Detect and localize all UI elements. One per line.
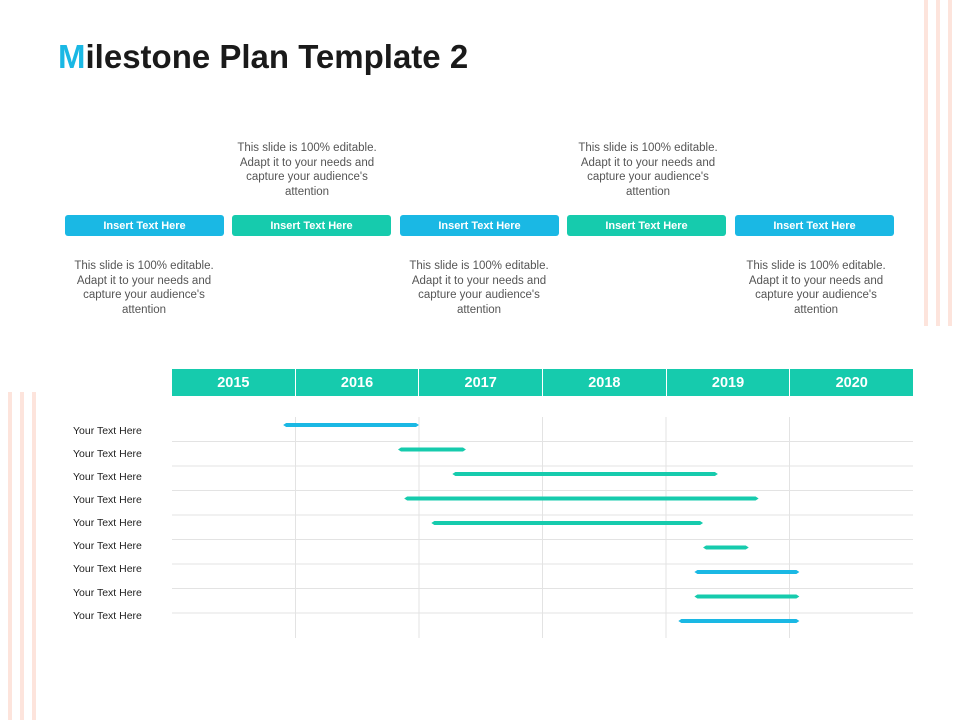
milestone-note-1: This slide is 100% editable. Adapt it to your needs and capture your audience's attention	[74, 260, 214, 316]
task-bar-6	[703, 546, 749, 550]
task-label-8: Your Text Here	[73, 587, 142, 599]
task-bar-5	[431, 521, 703, 525]
year-cell: 2017	[418, 369, 542, 396]
task-bar-9	[678, 619, 799, 623]
task-bar-8	[694, 595, 799, 599]
milestone-note-2: This slide is 100% editable. Adapt it to your needs and capture your audience's attention	[237, 142, 377, 198]
milestone-label-2: Insert Text Here	[232, 215, 391, 236]
task-label-4: Your Text Here	[73, 494, 142, 506]
year-cell: 2020	[789, 369, 913, 396]
year-cell: 2018	[542, 369, 666, 396]
task-bar-2	[398, 448, 466, 452]
year-cell: 2019	[666, 369, 790, 396]
task-label-9: Your Text Here	[73, 610, 142, 622]
milestone-note-5: This slide is 100% editable. Adapt it to your needs and capture your audience's attention	[746, 260, 886, 316]
task-label-2: Your Text Here	[73, 448, 142, 460]
task-bar-7	[694, 570, 799, 574]
task-label-3: Your Text Here	[73, 471, 142, 483]
year-cell: 2016	[295, 369, 419, 396]
milestone-label-4: Insert Text Here	[567, 215, 726, 236]
title-accent-letter: M	[58, 38, 86, 75]
task-bar-3	[452, 472, 718, 476]
task-bar-1	[283, 423, 419, 427]
milestone-note-3: This slide is 100% editable. Adapt it to your needs and capture your audience's attention	[409, 260, 549, 316]
task-label-5: Your Text Here	[73, 517, 142, 529]
task-label-7: Your Text Here	[73, 563, 142, 575]
title-text: ilestone Plan Template 2	[85, 38, 469, 75]
milestone-label-1: Insert Text Here	[65, 215, 224, 236]
task-label-6: Your Text Here	[73, 540, 142, 552]
milestone-label-5: Insert Text Here	[735, 215, 894, 236]
milestone-note-4: This slide is 100% editable. Adapt it to your needs and capture your audience's attention	[578, 142, 718, 198]
task-label-1: Your Text Here	[73, 425, 142, 437]
task-bar-4	[404, 497, 758, 501]
milestone-label-3: Insert Text Here	[400, 215, 559, 236]
year-cell: 2015	[172, 369, 295, 396]
